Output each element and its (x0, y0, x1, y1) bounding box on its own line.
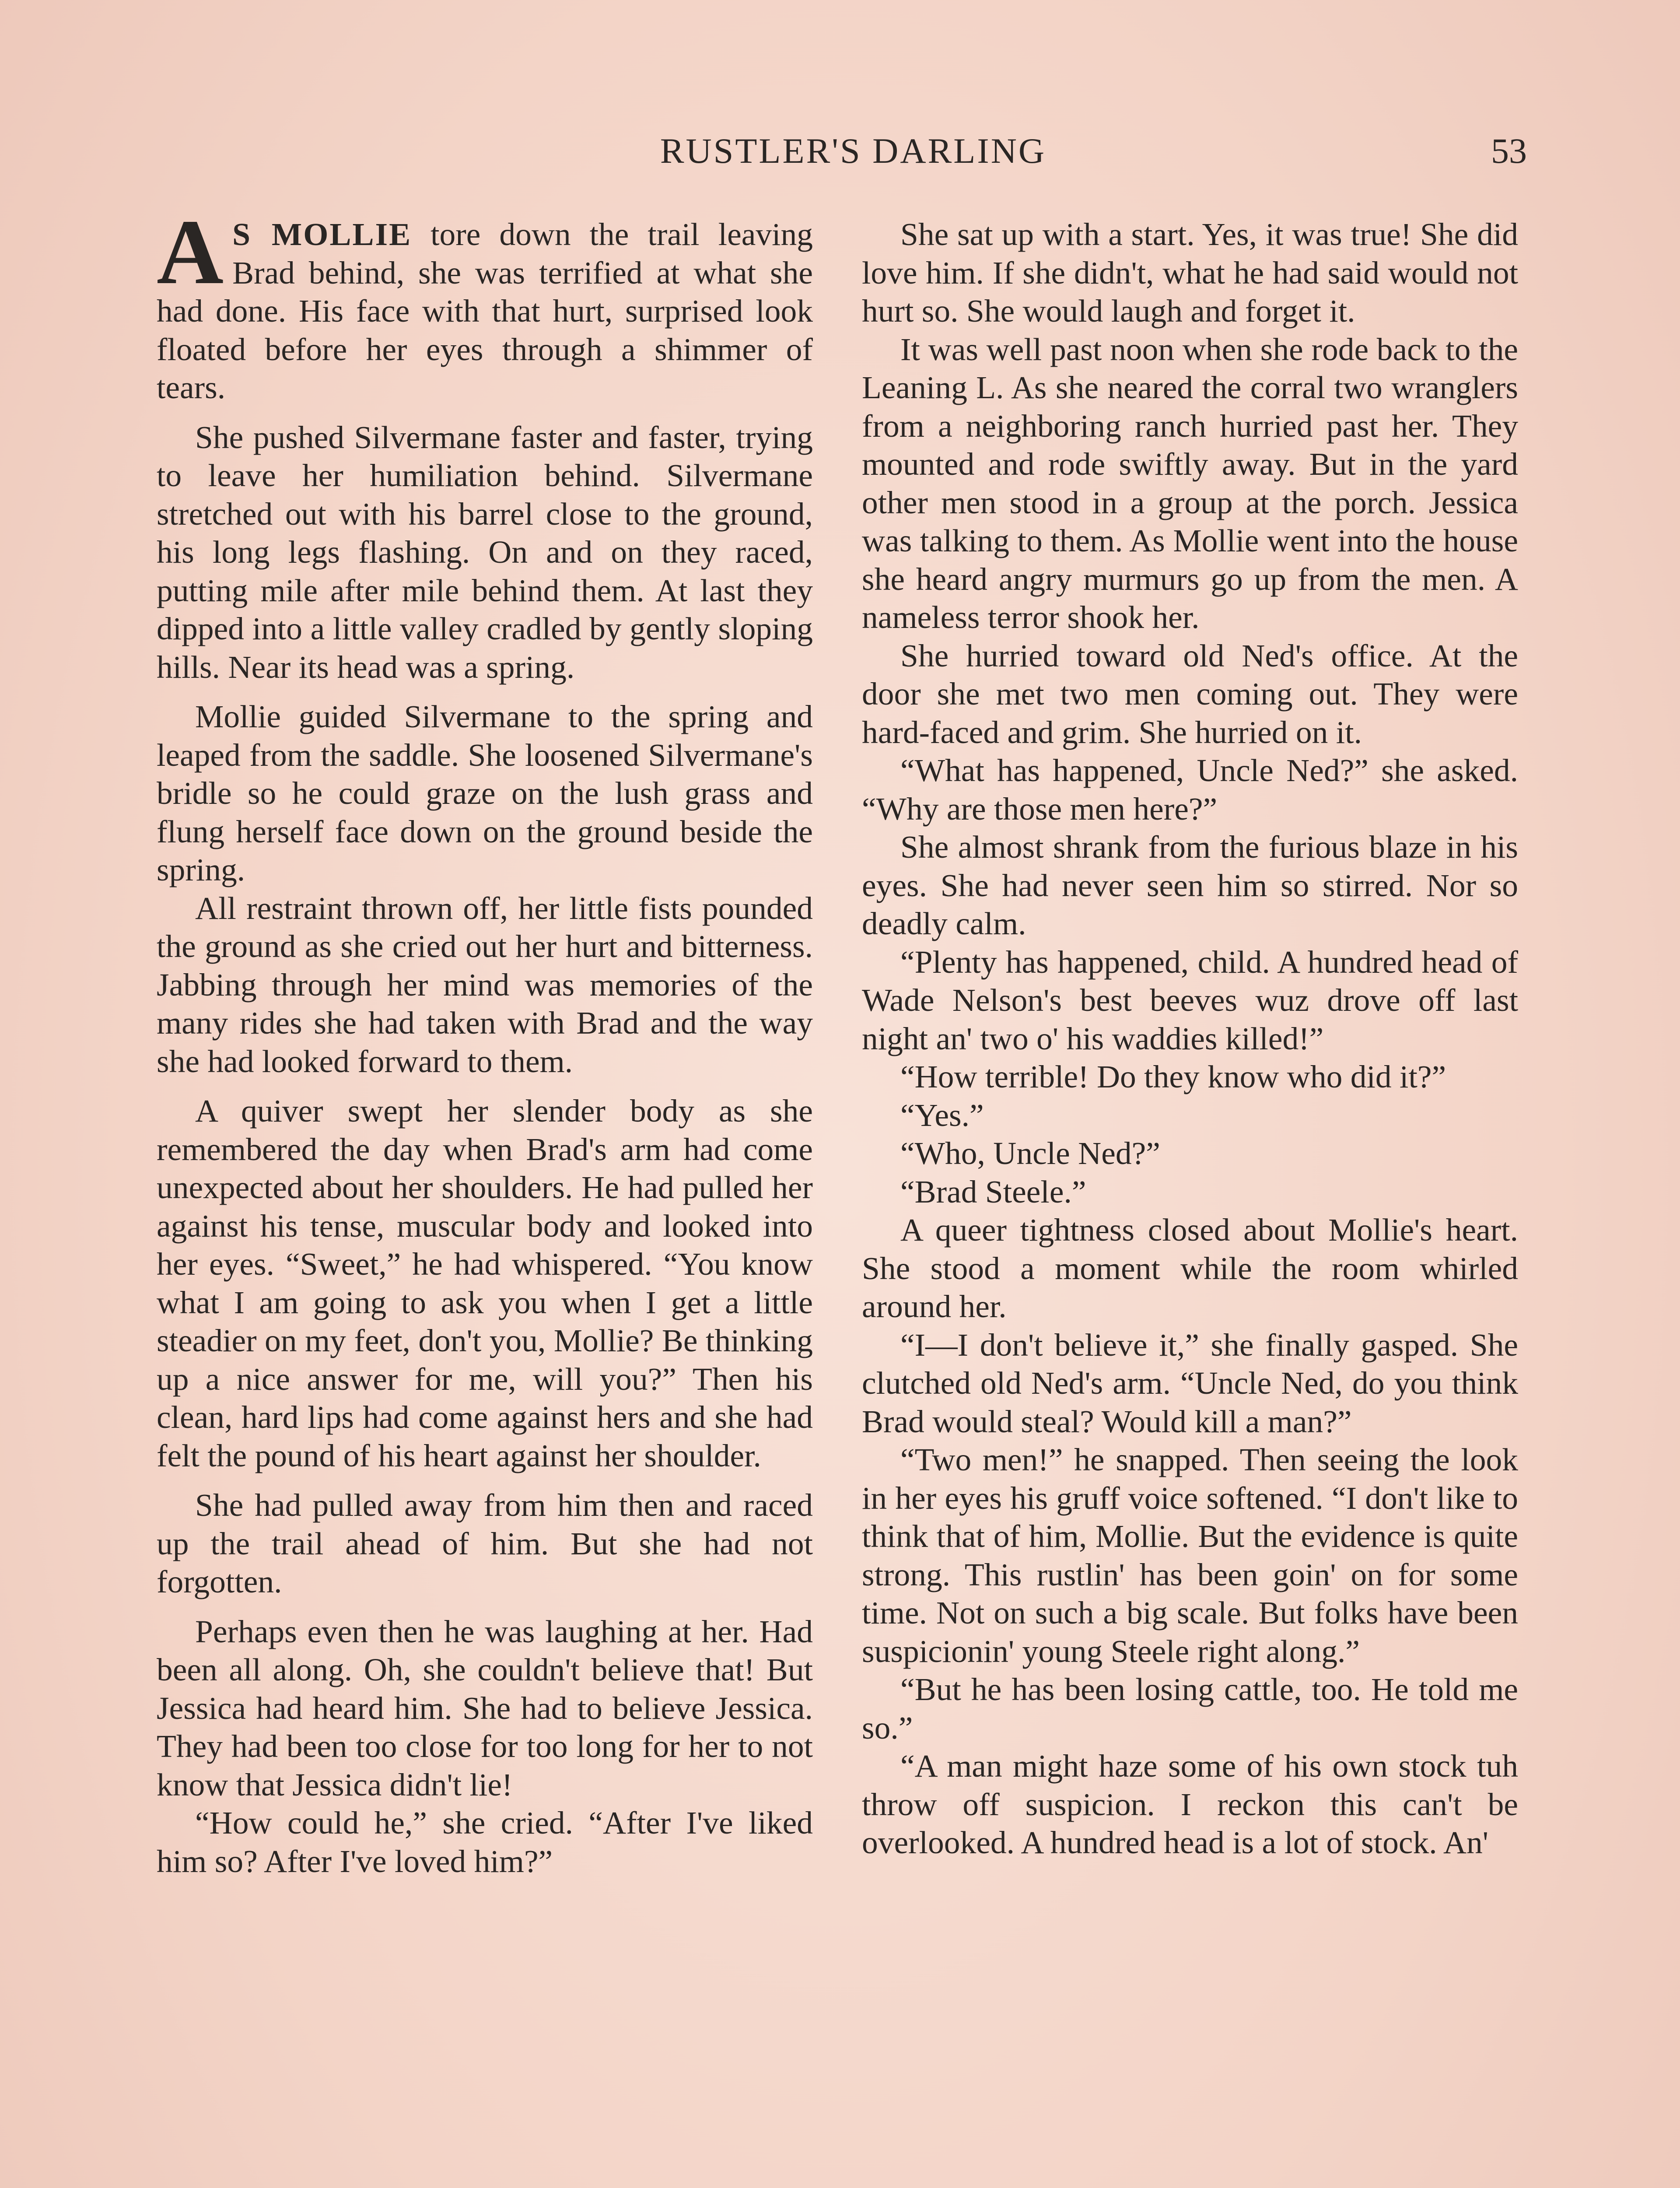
paragraph: A quiver swept her slender body as she remembered the day when Brad's arm had come unexpected about her shoulders. He had pulled her against his tense, muscular body and looked into her eyes. “Sweet,” he had whispered. “You know what I am going to ask you when I get a little steadier on my feet, don't you, Mollie? Be thinking up a nice answer for me, will you?” Then his clean, hard lips had come against hers and she had felt the pound of his heart against her shoulder. (157, 1093, 813, 1473)
paragraph: She hurried toward old Ned's office. At the door she met two men coming out. They were hard-faced and grim. She hurried on it. (862, 638, 1518, 750)
page-header (0, 127, 1680, 175)
paragraph: “Two men!” he snapped. Then seeing the look in her eyes his gruff voice softened. “I don't like to think that of him, Mollie. But the evidence is quite strong. This rustlin' has been goin' on for some time. Not on such a big scale. But folks have been suspicionin' young Steele right along.” (862, 1442, 1518, 1669)
paragraph (157, 200, 813, 407)
paragraph: “But he has been losing cattle, too. He told me so.” (862, 1672, 1518, 1746)
right-column (862, 215, 1518, 1862)
paragraph: She pushed Silvermane faster and faster, trying to leave her humiliation behind. Silvermane stretched out with his barrel close to the ground, his long legs flashing. On and on they raced, putting mile after mile behind them. At last they dipped into a little valley cradled by gently sloping hills. Near its head was a spring. (157, 419, 813, 685)
paragraph: She had pulled away from him then and raced up the trail ahead of him. But she had not forgotten. (157, 1487, 813, 1599)
paragraph: It was well past noon when she rode back to the Leaning L. As she neared the corral two wranglers from a neighboring ranch hurried past her. They mounted and rode swiftly away. But in the yard other men stood in a group at the porch. Jessica was talking to them. As Mollie went into the house she heard angry murmurs go up from the men. A nameless terror shook her. (862, 331, 1518, 635)
paragraph: “What has happened, Uncle Ned?” she asked. “Why are those men here?” (862, 753, 1518, 827)
paragraph: “How could he,” she cried. “After I've liked him so? After I've loved him?” (157, 1805, 813, 1879)
paragraph: “How terrible! Do they know who did it?” (900, 1059, 1446, 1094)
paragraph: She sat up with a start. Yes, it was true! She did love him. If she didn't, what he had said would not hurt so. She would laugh and forget it. (862, 217, 1518, 329)
paragraph: “Brad Steele.” (900, 1174, 1086, 1210)
paragraph: “Who, Uncle Ned?” (900, 1136, 1160, 1171)
running-title: RUSTLER'S DARLING (660, 131, 1046, 171)
paragraph: All restraint thrown off, her little fists pounded the ground as she cried out her hurt and bitterness. Jabbing through her mind was memories of the many rides she had taken with Brad and the way she had looked forward to them. (157, 890, 813, 1079)
drop-cap: A (157, 200, 224, 303)
page-number: 53 (1491, 131, 1527, 171)
paragraph: “I—I don't believe it,” she finally gasped. She clutched old Ned's arm. “Uncle Ned, do you think Brad would steal? Would kill a man?” (862, 1327, 1518, 1439)
paragraph-text: tore down the trail leaving Brad behind, she was terrified at what she had done. His face with that hurt, surprised look floated before her eyes through a shimmer of tears. (157, 217, 813, 405)
lead-in-caps: S MOLLIE (232, 217, 412, 252)
paragraph: Perhaps even then he was laughing at her. Had been all along. Oh, she couldn't believe that! But Jessica had heard him. She had to believe Jessica. They had been too close for too long for her to not know that Jessica didn't lie! (157, 1613, 813, 1802)
paragraph: “Yes.” (900, 1097, 984, 1133)
paragraph: She almost shrank from the furious blaze in his eyes. She had never seen him so stirred. Nor so deadly calm. (862, 829, 1518, 941)
paragraph: “A man might haze some of his own stock tuh throw off suspicion. I reckon this can't be overlooked. A hundred head is a lot of stock. An' (862, 1748, 1518, 1860)
left-column (157, 200, 813, 1880)
paragraph: A queer tightness closed about Mollie's heart. She stood a moment while the room whirled around her. (862, 1212, 1518, 1324)
paragraph: Mollie guided Silvermane to the spring and leaped from the saddle. She loosened Silvermane's bridle so he could graze on the lush grass and flung herself face down on the ground beside the spring. (157, 699, 813, 887)
paragraph: “Plenty has happened, child. A hundred head of Wade Nelson's best beeves wuz drove off last night an' two o' his waddies killed!” (862, 944, 1518, 1056)
